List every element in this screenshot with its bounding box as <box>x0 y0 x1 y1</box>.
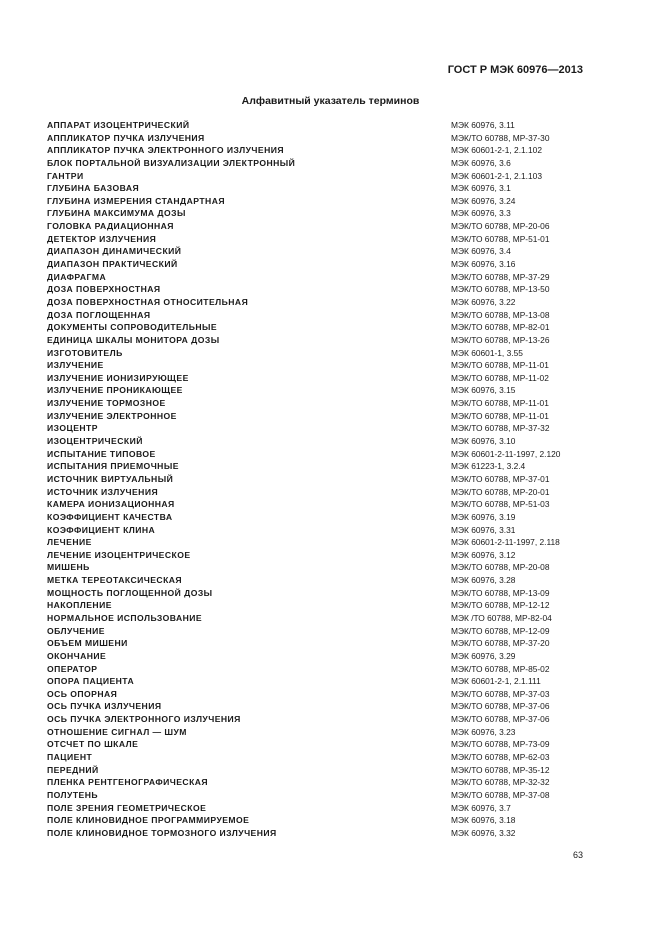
term-reference: МЭК 60601-2-11-1997, 2.120 <box>451 448 561 459</box>
term-row <box>47 498 607 511</box>
term-reference: МЭК 60976, 3.11 <box>451 120 515 130</box>
term-reference: МЭК 60601-2-11-1997, 2.118 <box>451 537 560 548</box>
term-row <box>47 776 607 789</box>
term-reference: МЭК 60976, 3.23 <box>451 726 516 737</box>
term-name: ДОКУМЕНТЫ СОПРОВОДИТЕЛЬНЫЕ <box>47 322 218 333</box>
term-name: ЛЕЧЕНИЕ <box>47 537 92 548</box>
term-reference: МЭК 60976, 3.4 <box>451 246 511 257</box>
term-name: ПАЦИЕНТ <box>47 752 93 763</box>
term-name: ОПЕРАТОР <box>47 663 98 674</box>
term-name: ПЛЕНКА РЕНТГЕНОГРАФИЧЕСКАЯ <box>47 777 209 788</box>
term-reference: МЭК/ТО 60788, МР-11-01 <box>451 410 549 421</box>
term-name: ИЗЛУЧЕНИЕ ТОРМОЗНОЕ <box>47 398 166 409</box>
term-row <box>47 271 607 284</box>
term-row <box>47 650 607 663</box>
page-number: 63 <box>572 850 583 860</box>
term-reference: МЭК 60976, 3.31 <box>451 524 516 535</box>
term-name: ОТСЧЕТ ПО ШКАЛЕ <box>47 739 139 750</box>
term-row <box>47 207 607 220</box>
term-reference: МЭК/ТО 60788, МР-82-01 <box>451 322 550 333</box>
term-row <box>47 486 607 499</box>
term-reference: МЭК/ТО 60788, МР-37-06 <box>451 701 550 712</box>
term-row <box>47 663 607 676</box>
term-name: НАКОПЛЕНИЕ <box>47 600 112 611</box>
term-reference: МЭК 60976, 3.29 <box>451 650 516 661</box>
term-reference: МЭК/ТО 60788, МР-11-02 <box>451 372 549 383</box>
term-reference: МЭК 60976, 3.12 <box>451 549 516 560</box>
term-reference: МЭК/ТО 60788, МР-35-12 <box>451 764 550 775</box>
term-name: ОПОРА ПАЦИЕНТА <box>47 676 135 687</box>
term-reference: МЭК/ТО 60788, МР-12-12 <box>451 600 550 611</box>
term-row <box>47 334 607 347</box>
term-row <box>47 625 607 638</box>
term-row <box>47 751 607 764</box>
term-row <box>47 460 607 473</box>
term-name: АППЛИКАТОР ПУЧКА ИЗЛУЧЕНИЯ <box>47 132 205 143</box>
term-name: ОБЪЕМ МИШЕНИ <box>47 638 128 649</box>
term-row <box>47 195 607 208</box>
term-name: ИСТОЧНИК ИЗЛУЧЕНИЯ <box>47 486 159 497</box>
term-row <box>47 283 607 296</box>
term-reference: МЭК 60976, 3.22 <box>451 296 516 307</box>
term-name: ПЕРЕДНИЙ <box>47 764 99 775</box>
term-row <box>47 422 607 435</box>
term-name: ЕДИНИЦА ШКАЛЫ МОНИТОРА ДОЗЫ <box>47 334 220 345</box>
term-reference: МЭК 60976, 3.19 <box>451 511 516 522</box>
term-reference: МЭК 60976, 3.10 <box>451 436 516 447</box>
term-name: ИЗГОТОВИТЕЛЬ <box>47 347 123 358</box>
term-name: БЛОК ПОРТАЛЬНОЙ ВИЗУАЛИЗАЦИИ ЭЛЕКТРОННЫЙ <box>47 157 296 168</box>
term-row <box>47 397 607 410</box>
term-name: КОЭФФИЦИЕНТ КАЧЕСТВА <box>47 511 173 522</box>
term-name: АППАРАТ ИЗОЦЕНТРИЧЕСКИЙ <box>47 120 190 130</box>
term-name: АППЛИКАТОР ПУЧКА ЭЛЕКТРОННОГО ИЗЛУЧЕНИЯ <box>47 145 285 156</box>
term-name: ИЗОЦЕНТРИЧЕСКИЙ <box>47 436 143 447</box>
term-row <box>47 170 607 183</box>
term-reference: МЭК/ТО 60788, МР-62-03 <box>451 752 550 763</box>
term-reference: МЭК 60601-2-1, 2.1.103 <box>451 170 542 181</box>
term-reference: МЭК 60976, 3.3 <box>451 208 511 219</box>
term-reference: МЭК/ТО 60788, МР-13-50 <box>451 284 550 295</box>
term-name: ДИАПАЗОН ДИНАМИЧЕСКИЙ <box>47 246 182 257</box>
term-row <box>47 738 607 751</box>
term-reference: МЭК 60601-2-1, 2.1.102 <box>451 145 542 156</box>
term-name: ДОЗА ПОГЛОЩЕННАЯ <box>47 309 151 320</box>
term-name: МОЩНОСТЬ ПОГЛОЩЕННОЙ ДОЗЫ <box>47 587 213 598</box>
term-row <box>47 347 607 360</box>
term-reference: МЭК/ТО 60788, МР-11-01 <box>451 360 549 371</box>
term-row <box>47 245 607 258</box>
term-name: ИСТОЧНИК ВИРТУАЛЬНЫЙ <box>47 473 174 484</box>
term-name: ОСЬ ПУЧКА ЭЛЕКТРОННОГО ИЗЛУЧЕНИЯ <box>47 714 241 725</box>
term-name: ГЛУБИНА ИЗМЕРЕНИЯ СТАНДАРТНАЯ <box>47 195 225 206</box>
term-reference: МЭК/ТО 60788, МР-37-06 <box>451 714 550 725</box>
term-name: ПОЛЕ КЛИНОВИДНОЕ ПРОГРАММИРУЕМОЕ <box>47 815 250 826</box>
term-name: ИЗОЦЕНТР <box>47 423 98 434</box>
term-row <box>47 549 607 562</box>
term-name: КОЭФФИЦИЕНТ КЛИНА <box>47 524 156 535</box>
term-row <box>47 132 607 145</box>
term-reference: МЭК/ТО 60788, МР-37-30 <box>451 132 550 143</box>
term-name: ДОЗА ПОВЕРХНОСТНАЯ ОТНОСИТЕЛЬНАЯ <box>47 296 249 307</box>
term-name: ИСПЫТАНИЯ ПРИЕМОЧНЫЕ <box>47 461 179 472</box>
term-name: ОСЬ ПУЧКА ИЗЛУЧЕНИЯ <box>47 701 162 712</box>
term-row <box>47 637 607 650</box>
term-row <box>47 713 607 726</box>
term-row <box>47 220 607 233</box>
term-name: ДИАПАЗОН ПРАКТИЧЕСКИЙ <box>47 259 178 270</box>
term-name: ИЗЛУЧЕНИЕ <box>47 360 104 371</box>
term-reference: МЭК 60601-2-1, 2.1.111 <box>451 676 541 687</box>
term-row <box>47 410 607 423</box>
term-name: ЛЕЧЕНИЕ ИЗОЦЕНТРИЧЕСКОЕ <box>47 549 191 560</box>
term-row <box>47 511 607 524</box>
terms-index-list <box>47 119 607 840</box>
page-title: Алфавитный указатель терминов <box>241 95 420 107</box>
term-row <box>47 384 607 397</box>
term-row <box>47 688 607 701</box>
term-name: НОРМАЛЬНОЕ ИСПОЛЬЗОВАНИЕ <box>47 612 203 623</box>
term-row <box>47 675 607 688</box>
term-row <box>47 321 607 334</box>
term-row <box>47 144 607 157</box>
term-reference: МЭК/ТО 60788, МР-85-02 <box>451 663 550 674</box>
term-row <box>47 700 607 713</box>
term-reference: МЭК/ТО 60788, МР-37-01 <box>451 473 550 484</box>
term-row <box>47 448 607 461</box>
term-name: ПОЛЕ КЛИНОВИДНОЕ ТОРМОЗНОГО ИЗЛУЧЕНИЯ <box>47 827 277 838</box>
term-reference: МЭК 60976, 3.18 <box>451 815 516 826</box>
term-row <box>47 296 607 309</box>
term-reference: МЭК/ТО 60788, МР-51-01 <box>451 233 550 244</box>
term-reference: МЭК 60976, 3.7 <box>451 802 511 813</box>
term-name: ГЛУБИНА МАКСИМУМА ДОЗЫ <box>47 208 186 219</box>
term-row <box>47 119 607 132</box>
term-reference: МЭК/ТО 60788, МР-37-20 <box>451 638 550 649</box>
term-reference: МЭК/ТО 60788, МР-37-29 <box>451 271 550 282</box>
term-row <box>47 524 607 537</box>
term-row <box>47 561 607 574</box>
term-reference: МЭК 60976, 3.15 <box>451 385 516 396</box>
term-reference: МЭК /ТО 60788, МР-82-04 <box>451 612 552 623</box>
term-name: ГАНТРИ <box>47 170 84 181</box>
term-name: ОСЬ ОПОРНАЯ <box>47 688 118 699</box>
term-name: ГОЛОВКА РАДИАЦИОННАЯ <box>47 221 174 232</box>
term-reference: МЭК 60976, 3.28 <box>451 575 516 586</box>
term-row <box>47 233 607 246</box>
term-name: МИШЕНЬ <box>47 562 90 573</box>
term-name: МЕТКА ТЕРЕОТАКСИЧЕСКАЯ <box>47 575 183 586</box>
term-reference: МЭК 60601-1, 3.55 <box>451 347 523 358</box>
term-name: ПОЛЕ ЗРЕНИЯ ГЕОМЕТРИЧЕСКОЕ <box>47 802 207 813</box>
term-row <box>47 536 607 549</box>
term-reference: МЭК/ТО 60788, МР-12-09 <box>451 625 550 636</box>
term-reference: МЭК/ТО 60788, МР-37-08 <box>451 789 550 800</box>
term-row <box>47 574 607 587</box>
term-reference: МЭК/ТО 60788, МР-37-03 <box>451 688 550 699</box>
term-reference: МЭК/ТО 60788, МР-20-01 <box>451 486 550 497</box>
term-row <box>47 814 607 827</box>
term-reference: МЭК 60976, 3.6 <box>451 157 511 168</box>
term-reference: МЭК/ТО 60788, МР-13-08 <box>451 309 550 320</box>
term-reference: МЭК/ТО 60788, МР-32-32 <box>451 777 550 788</box>
term-reference: МЭК 60976, 3.32 <box>451 827 516 838</box>
term-name: ОБЛУЧЕНИЕ <box>47 625 105 636</box>
term-reference: МЭК/ТО 60788, МР-20-08 <box>451 562 550 573</box>
term-reference: МЭК 60976, 3.1 <box>451 183 511 194</box>
term-reference: МЭК/ТО 60788, МР-51-03 <box>451 499 550 510</box>
term-name: ДЕТЕКТОР ИЗЛУЧЕНИЯ <box>47 233 157 244</box>
term-row <box>47 435 607 448</box>
term-row <box>47 789 607 802</box>
term-reference: МЭК/ТО 60788, МР-37-32 <box>451 423 550 434</box>
term-name: ПОЛУТЕНЬ <box>47 789 98 800</box>
term-row <box>47 473 607 486</box>
term-reference: МЭК/ТО 60788, МР-73-09 <box>451 739 550 750</box>
term-row <box>47 802 607 815</box>
document-standard-header: ГОСТ Р МЭК 60976—2013 <box>447 64 583 76</box>
term-reference: МЭК/ТО 60788, МР-20-06 <box>451 221 550 232</box>
term-row <box>47 612 607 625</box>
term-row <box>47 587 607 600</box>
term-reference: МЭК 61223-1, 3.2.4 <box>451 461 526 472</box>
term-name: ИЗЛУЧЕНИЕ ЭЛЕКТРОННОЕ <box>47 410 177 421</box>
term-name: ДОЗА ПОВЕРХНОСТНАЯ <box>47 284 161 295</box>
term-name: ИЗЛУЧЕНИЕ ИОНИЗИРУЮЩЕЕ <box>47 372 189 383</box>
term-row <box>47 309 607 322</box>
term-name: ДИАФРАГМА <box>47 271 107 282</box>
term-name: ГЛУБИНА БАЗОВАЯ <box>47 183 140 194</box>
term-row <box>47 372 607 385</box>
term-row <box>47 827 607 840</box>
term-name: ОКОНЧАНИЕ <box>47 650 107 661</box>
term-row <box>47 764 607 777</box>
term-row <box>47 359 607 372</box>
term-reference: МЭК/ТО 60788, МР-13-09 <box>451 587 550 598</box>
term-row <box>47 726 607 739</box>
term-reference: МЭК/ТО 60788, МР-11-01 <box>451 398 549 409</box>
term-reference: МЭК 60976, 3.16 <box>451 259 516 270</box>
term-row <box>47 599 607 612</box>
term-name: КАМЕРА ИОНИЗАЦИОННАЯ <box>47 499 175 510</box>
term-name: ОТНОШЕНИЕ СИГНАЛ — ШУМ <box>47 726 187 737</box>
term-row <box>47 182 607 195</box>
term-row <box>47 258 607 271</box>
term-name: ИЗЛУЧЕНИЕ ПРОНИКАЮЩЕЕ <box>47 385 183 396</box>
term-row <box>47 157 607 170</box>
term-reference: МЭК/ТО 60788, МР-13-26 <box>451 334 550 345</box>
term-reference: МЭК 60976, 3.24 <box>451 195 516 206</box>
term-name: ИСПЫТАНИЕ ТИПОВОЕ <box>47 448 156 459</box>
